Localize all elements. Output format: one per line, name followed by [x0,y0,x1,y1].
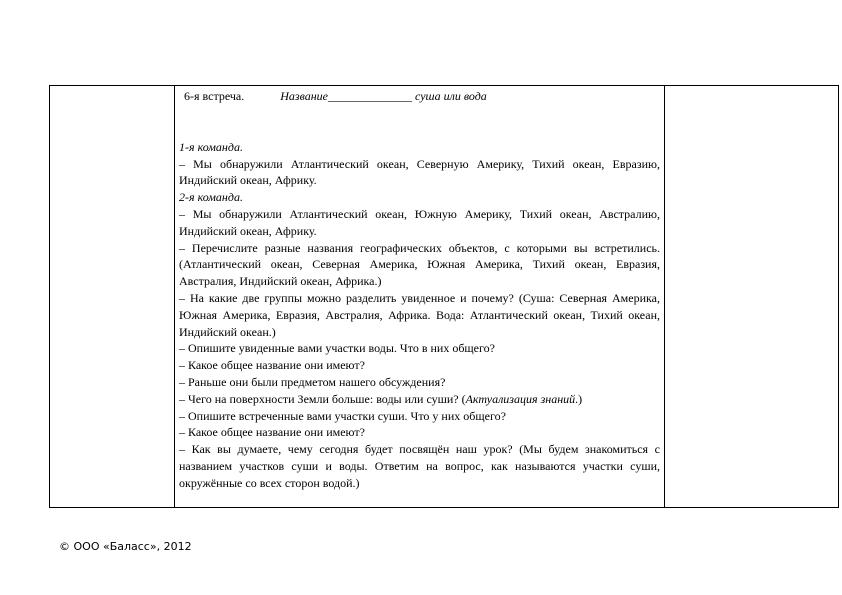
copyright-footer: © ООО «Баласс», 2012 [59,540,192,553]
question-list-names: – Перечислите разные названия географических объектов, с которыми вы встретились. (Атлантический океан, Северная Америка, Южная Америка, Тихий океан, Евразия, Австралия, Индийский океан, Африка.) [179,240,660,289]
question-land-areas: – Опишите встреченные вами участки суши. Что у них общего? [179,408,506,423]
question-earlier-discussion: – Раньше они были предметом нашего обсуждения? [179,374,446,389]
column-divider-left [174,86,175,507]
question-two-groups: – На какие две группы можно разделить увиденное и почему? (Суша: Северная Америка, Южная Америка, Евразия, Австралия, Африка. Вода: Атлантический океан, Тихий океан, Индийский океан.) [179,290,660,339]
team2-label: 2-я команда. [179,190,243,205]
column-divider-right [664,86,665,507]
meeting-number: 6-я встреча. [184,89,245,103]
meeting-title-line [184,88,660,105]
spacer [179,105,660,139]
question-more-water-or-land: – Чего на поверхности Земли больше: воды или суши? (Актуализация знаний.) [179,391,583,406]
team1-text: – Мы обнаружили Атлантический океан, Северную Америку, Тихий океан, Евразию, Индийский океан, Африку. [179,156,660,188]
lesson-content-cell [179,88,660,492]
question-lesson-topic: – Как вы думаете, чему сегодня будет посвящён наш урок? (Мы будем знакомиться с названием участков суши и воды. Ответим на вопрос, как называются участки суши, окружённые со всех сторон водой.) [179,442,660,490]
knowledge-actualization: Актуализация знаний [465,391,576,406]
team2-text: – Мы обнаружили Атлантический океан, Южную Америку, Тихий океан, Австралию, Индийский океан, Африку. [179,206,660,238]
question-common-name-water: – Какое общее название они имеют? [179,358,365,373]
question-common-name-land: – Какое общее название они имеют? [179,425,365,440]
team1-label: 1-я команда. [179,139,243,154]
title-topic: суша или вода [414,89,487,103]
title-blank: ______________ [327,89,412,103]
title-label: Название [280,89,328,103]
lesson-table [49,85,839,508]
question-water-areas: – Опишите увиденные вами участки воды. Что в них общего? [179,341,495,356]
